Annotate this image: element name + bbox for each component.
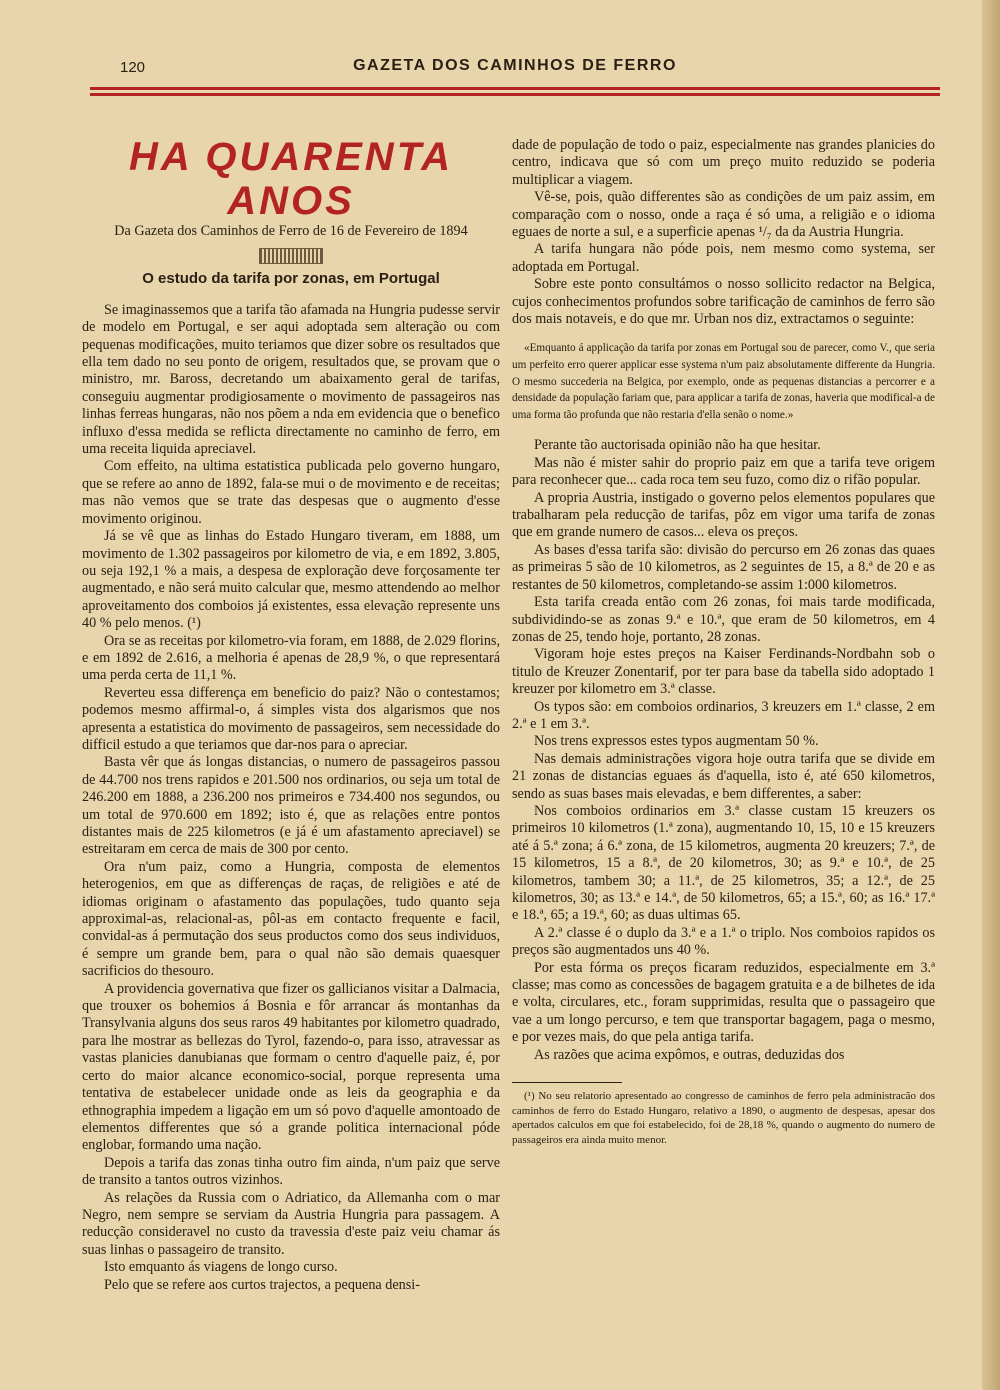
paragraph: Se imaginassemos que a tarifa tão afamada na Hungria pudesse servir de modelo em Portugal, e ser aqui adoptada sem alteração ou com pequenas modificações, muito teriamos que dizer sobre os resultados que ella tem dado no seu ponto de origem, resultados que, se provam que o ministro, mr. Baross, decretando um abaixamento geral de tarifas, conseguiu augmentar prodigiosamente o movimento de passageiros nas linhas ferreas hungaras, não nos põem a nda em evidencia que o benefico influxo d'essa medida se reflicta directamente no caminho de ferro, em uma receita liquida apreciavel. [82, 301, 500, 458]
paragraph: A providencia governativa que fizer os gallicianos visitar a Dalmacia, que trouxer os bohemios á Bosnia e fôr arrancar ás montanhas da Transylvania alguns dos seus raros 49 habitantes por kilometro quadrado, para lhe mostrar as bellezas do Tyrol, fazendo-o, para isso, atravessar as vastas planicies danubianas que formam o centro d'aquelle paiz, é, por certo do maior alcance economico-social, porque representa uma tentativa de estabelecer unidade onde as leis da geographia e da ethnographia impedem a ligação em um só povo d'aquelle amontoado de elementos differentes que só a grande politica internacional póde englobar, formando uma nação. [82, 980, 500, 1154]
header-rule-bottom [90, 93, 940, 96]
paragraph: A propria Austria, instigado o governo pelos elementos populares que trabalharam pela reducção de tarifas, pôz em vigor uma tarifa de zonas que em grande numero de casos... eleva os preços. [512, 489, 935, 541]
source-line: Da Gazeta dos Caminhos de Ferro de 16 de Fevereiro de 1894 [114, 223, 468, 239]
paragraph: Nos comboios ordinarios em 3.ª classe custam 15 kreuzers os primeiros 10 kilometros (1.ª zona), augmentando 10, 15, 10 e 15 kreuzers até á 5.ª zona; á 6.ª zona, de 15 kilometros, augmenta 20 kreuzers; 7.ª, de 15 kilometros, 15 a 8.ª, de 20 kilometros, 30; as 9.ª e 10.ª, de 25 kilometros, tambem 30; a 11.ª, de 25 kilometros, 35; a 12.ª, de 25 kilometros, 30; as 13.ª e 14.ª, de 50 kilometros, 65; a 15.ª, 60; as 16.ª 17.ª e 18.ª, 65; a 19.ª, 60; as duas ultimas 65. [512, 802, 935, 924]
article-subheading: O estudo da tarifa por zonas, em Portugal [142, 270, 440, 288]
paragraph: Reverteu essa differença em beneficio do paiz? Não o contestamos; podemos mesmo affirmal-o, á simples vista dos algarismos que nos apresenta a estatistica do movimento de passageiros, sem necessidade do difficil estudo a que teriamos que dar-nos para o apreciar. [82, 684, 500, 753]
paragraph: Ora se as receitas por kilometro-via foram, em 1888, de 2.029 florins, e em 1892 de 2.616, a melhoria é apenas de 28,9 %, o que representará uma perda certa de 11,1 %. [82, 632, 500, 684]
paragraph: Nos trens expressos estes typos augmentam 50 %. [534, 733, 819, 750]
paragraph: As relações da Russia com o Adriatico, da Allemanha com o mar Negro, nem sempre se serviam da Austria Hungria para passagem. A reducção consideravel no custo da travessia d'este paiz veiu chamar ás suas linhas o passageiro de transito. [82, 1189, 500, 1258]
right-column [512, 137, 935, 1147]
paragraph: Mas não é mister sahir do proprio paiz em que a tarifa teve origem para reconhecer que... cada roca tem seu fuzo, como diz o rifão popular. [512, 454, 935, 489]
page-edge [982, 0, 1000, 1390]
paragraph: Com effeito, na ultima estatistica publicada pelo governo hungaro, que se refere ao anno de 1892, fala-se mui o de movimento e de receitas; mas não vemos que se trate das despesas que o augmento d'esse movimento originou. [82, 458, 500, 527]
paragraph: Esta tarifa creada então com 26 zonas, foi mais tarde modificada, subdividindo-se as zonas 9.ª e 10.ª, que eram de 50 kilometros, em 4 zonas de 25, tendo hoje, portanto, 28 zonas. [512, 594, 935, 645]
paragraph: Ora n'um paiz, como a Hungria, composta de elementos heterogenios, em que as differenças de raças, de religiões e até de idiomas originam o afastamento das populações, tudo quanto seja approximal-as, relacional-as, pôl-as em contacto frequente e facil, convidal-as á permutação dos seus productos como dos seus individuos, é sempre um grande bem, para o qual não são demais quaesquer sacrificios do thesouro. [82, 858, 500, 980]
page-header [90, 55, 940, 85]
article-title: HA QUARENTA ANOS [128, 135, 454, 223]
paragraph: A tarifa hungara não póde pois, nem mesmo como systema, ser adoptada em Portugal. [512, 241, 935, 275]
footnote: (¹) No seu relatorio apresentado ao congresso de caminhos de ferro pela administracão dos caminhos de ferro do Estado Hungaro, relativo a 1890, o augmento de despesas, apesar dos apertados calculos em que foi estabelecido, foi de 28,18 %, quando o augmento do numero de passageiros era ainda muito menor. [512, 1090, 935, 1146]
paragraph: Vigoram hoje estes preços na Kaiser Ferdinands-Nordbahn sob o titulo de Kreuzer Zonentarif, por ter para base da tabella sido adoptado 1 kreuzer por kilometro em 3.ª classe. [512, 646, 935, 698]
page-number: 120 [120, 59, 146, 76]
paragraph: Já se vê que as linhas do Estado Hungaro tiveram, em 1888, um movimento de 1.302 passageiros por kilometro de via, e em 1892, 3.805, ou seja 192,1 % a mais, a despesa de exploração deve forçosamente ter augmentado, e não será muito calcular que, mesmo attendendo ao melhor aproveitamento dos comboios já existentes, essa elevação represente uns 40 % pelo menos. (¹) [82, 528, 500, 632]
paragraph: As razões que acima expômos, e outras, deduzidas dos [534, 1046, 845, 1063]
journal-title: GAZETA DOS CAMINHOS DE FERRO [353, 57, 677, 74]
paragraph: Vê-se, pois, quão differentes são as condições de um paiz assim, em comparação com o nosso, onde a raça é só uma, a religião e o idioma eguaes de norte a sul, e a superficie apenas ¹/₇ da da Austria Hungria. [512, 189, 935, 241]
paragraph: Depois a tarifa das zonas tinha outro fim ainda, n'um paiz que serve de transito a tantos outros vizinhos. [82, 1154, 500, 1189]
paragraph: As bases d'essa tarifa são: divisão do percurso em 26 zonas das quaes as primeiras 5 são de 10 kilometros, as 2 seguintes de 15, a 8.ª de 20 e as restantes de 50 kilometros, completando-se assim 1:000 kilometros. [512, 541, 935, 593]
paragraph: Isto emquanto ás viagens de longo curso. [104, 1259, 338, 1276]
paragraph: Basta vêr que ás longas distancias, o numero de passageiros passou de 44.700 nos trens rapidos e 201.500 nos ordinarios, ou seja um total de 246.200 em 1888, a 236.200 nos primeiros e 734.400 nos segundos, ou um total de 970.600 em 1892; isto é, que as relações entre pontos distantes mais de 225 kilometros (e já é um afastamento apreciavel) se estreitaram em cerca de mais de 300 por cento. [82, 754, 500, 858]
paragraph: A 2.ª classe é o duplo da 3.ª e a 1.ª o triplo. Nos comboios rapidos os preços são augmentados uns 40 %. [512, 924, 935, 959]
paragraph: Nas demais administrações vigora hoje outra tarifa que se divide em 21 zonas de distancias eguaes ás d'aquella, isto é, até 650 kilometros, sendo as suas bases mais elevadas, e bem differentes, a saber: [512, 750, 935, 802]
paragraph: dade de população de todo o paiz, especialmente nas grandes planicies do centro, indicava que só com um preço muito reduzido se poderia multiplicar a viagem. [512, 137, 935, 188]
block-quote: «Emquanto á applicação da tarifa por zonas em Portugal sou de parecer, como V., que seria um perfeito erro querer applicar esse systema n'um paiz absolutamente differente da Hungria. O mesmo succederia na Belgica, por exemplo, onde as pequenas distancias a percorrer e a densidade da população fariam que, para applicar a tarifa de zonas, haveria que modifical-a de uma forma tão profunda que não restaria d'ella senão o nome.» [512, 342, 935, 421]
footnote-rule [512, 1082, 622, 1083]
paragraph: Perante tão auctorisada opinião não ha que hesitar. [534, 437, 821, 454]
paragraph: Sobre este ponto consultámos o nosso sollicito redactor na Belgica, cujos conhecimentos profundos sobre tarificação de caminhos de ferro são dos mais notaveis, e do que mr. Urban nos diz, extractamos o seguinte: [512, 276, 935, 328]
ornament-divider [259, 248, 323, 264]
paragraph: Os typos são: em comboios ordinarios, 3 kreuzers em 1.ª classe, 2 em 2.ª e 1 em 3.ª. [512, 698, 935, 732]
left-column [82, 135, 500, 1294]
paragraph: Pelo que se refere aos curtos trajectos, a pequena densi- [104, 1276, 420, 1293]
header-rule-top [90, 87, 940, 90]
paragraph: Por esta fórma os preços ficaram reduzidos, especialmente em 3.ª classe; mas como as concessões de bagagem gratuita e a de bilhetes de ida e volta, circulares, etc., foram supprimidas, resulta que o passageiro que vae a um longo percurso, e tem que transportar bagagem, paga o mesmo, e por vezes mais, do que pela antiga tarifa. [512, 959, 935, 1046]
